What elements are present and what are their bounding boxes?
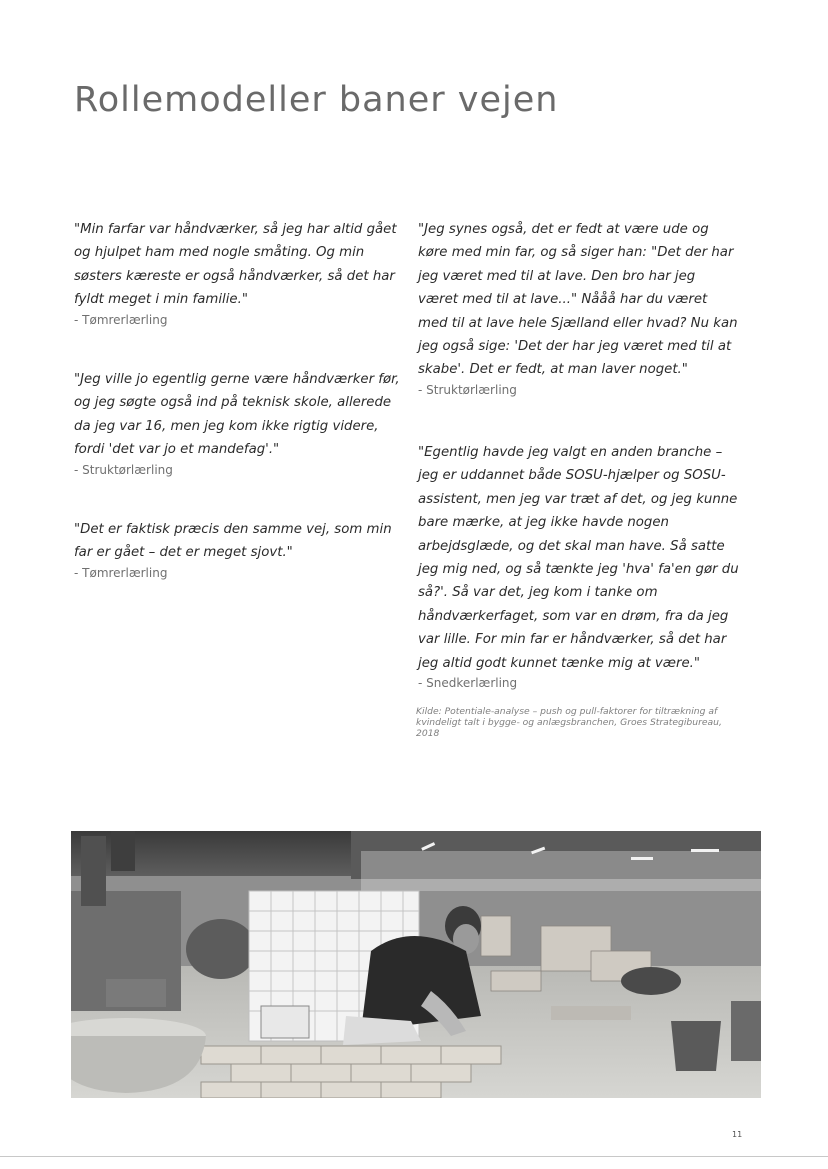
quote-attribution: - Struktørlærling bbox=[74, 462, 173, 477]
quote-block bbox=[418, 218, 738, 399]
quote-text: "Det er faktisk præcis den samme vej, som min far er gået – det er meget sjovt." bbox=[74, 522, 392, 561]
quote-attribution: - Tømrerlærling bbox=[74, 312, 168, 327]
quote-text: "Jeg ville jo egentlig gerne være håndværker før, og jeg søgte også ind på teknisk skole, allerede da jeg var 16, men jeg kom ikke rigtig videre, fordi 'det var jo et mandefag'." bbox=[74, 372, 400, 458]
quote-block bbox=[74, 218, 404, 329]
quote-text: "Jeg synes også, det er fedt at være ude og køre med min far, og så siger han: "Det der har jeg været med til at lave. Den bro har jeg været med til at lave..." Nååå har du været med til at lave hele Sjælland eller hvad? Nu kan jeg også sige: 'Det der har jeg været med til at skabe'. Det er fedt, at man laver noget." bbox=[418, 222, 738, 378]
page-number: 11 bbox=[732, 1130, 743, 1139]
quote-text: "Egentlig havde jeg valgt en anden branche – jeg er uddannet både SOSU-hjælper og SOSU-assistent, men jeg var træt af det, og jeg kunne bare mærke, at jeg ikke havde nogen arbejdsglæde, og det skal man have. Så satte jeg mig ned, og så tænkte jeg 'hva' fa'en gør du så?'. Så var det, jeg kom i tanke om håndværkerfaget, som var en drøm, fra da jeg var lille. For min far er håndværker, så det har jeg altid godt kunnet tænke mig at være." bbox=[418, 445, 739, 671]
photo-bricklaying-workshop bbox=[71, 831, 761, 1098]
source-citation: Kilde: Potentiale-analyse – push og pull-faktorer for tiltrækning af kvindeligt talt i bygge- og anlægsbranchen, Groes Strategibureau, 2018 bbox=[416, 706, 722, 739]
divider bbox=[0, 1156, 828, 1157]
quote-block bbox=[74, 518, 400, 582]
quote-attribution: - Struktørlærling bbox=[418, 382, 517, 397]
quote-text: "Min farfar var håndværker, så jeg har altid gået og hjulpet ham med nogle småting. Og min søsters kæreste er også håndværker, så det har fyldt meget i min familie." bbox=[74, 222, 397, 308]
quote-attribution: - Snedkerlærling bbox=[418, 676, 518, 691]
quote-attribution: - Tømrerlærling bbox=[74, 565, 168, 580]
quote-block bbox=[74, 368, 404, 479]
quote-block bbox=[418, 441, 744, 692]
page-title: Rollemodeller baner vejen bbox=[74, 80, 559, 120]
